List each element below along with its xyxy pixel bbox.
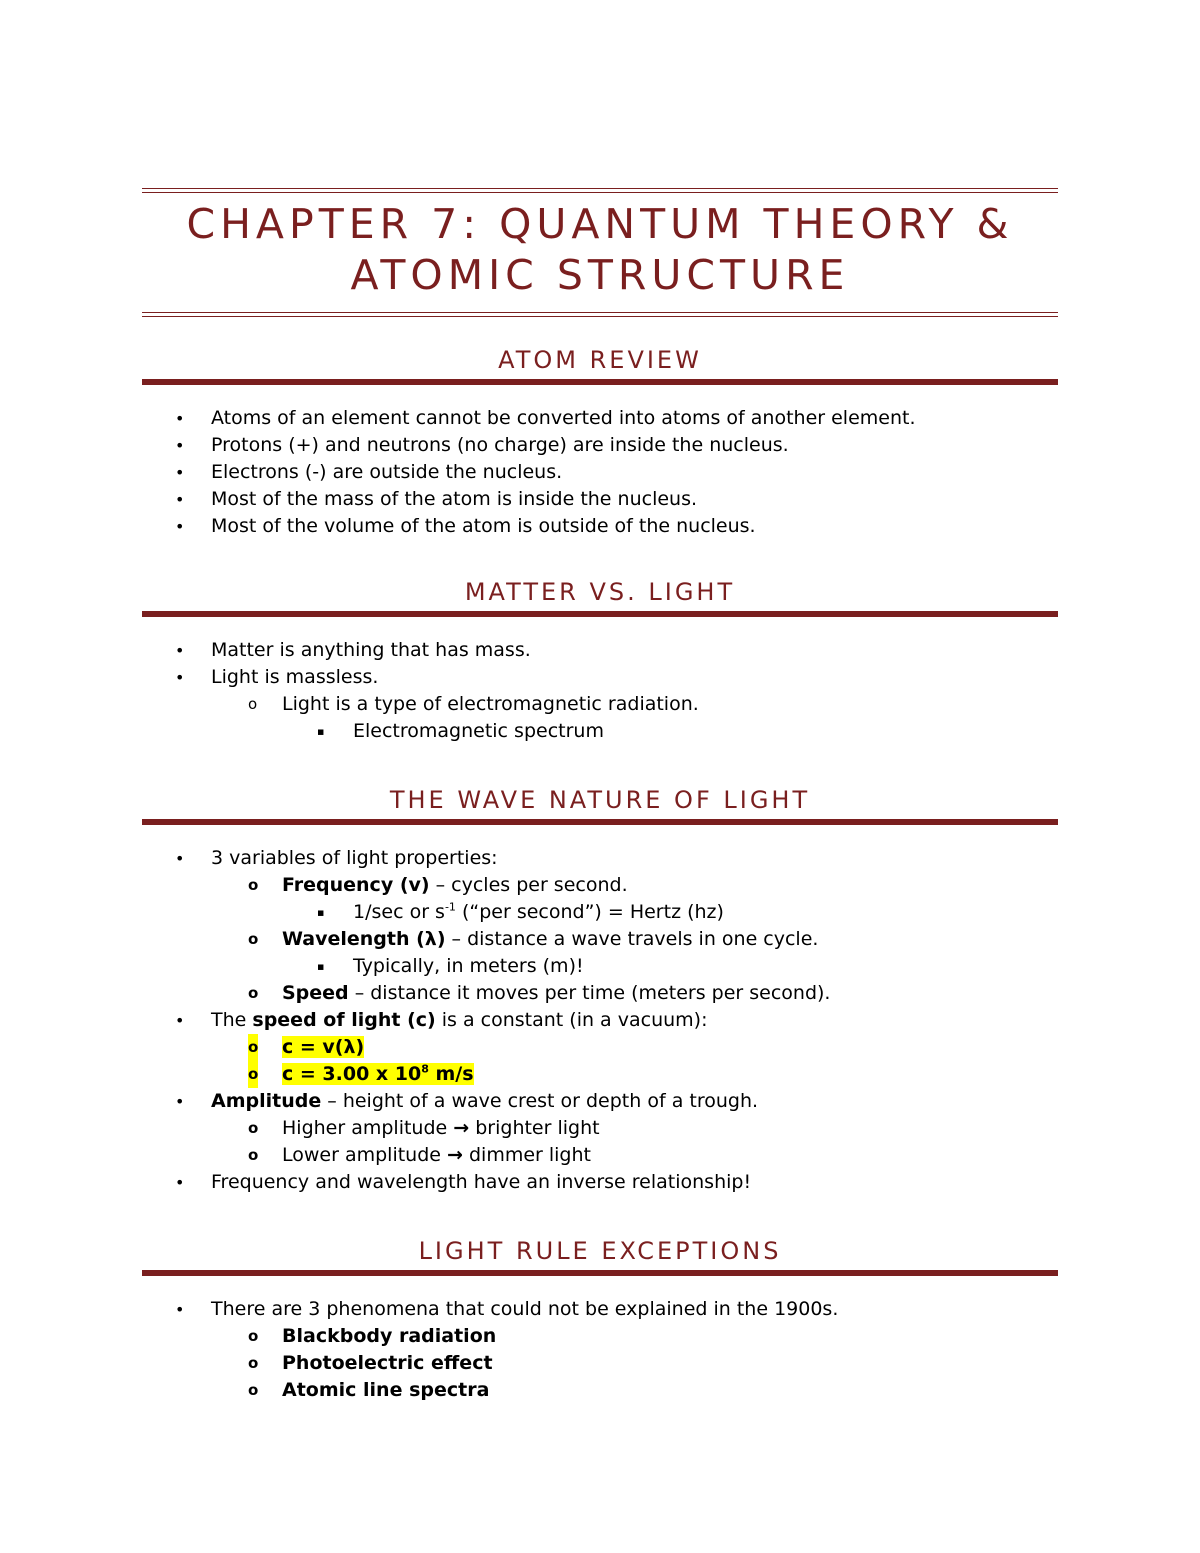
bullet-icon: • xyxy=(175,668,185,687)
list-item: • Protons (+) and neutrons (no charge) are inside the nucleus. xyxy=(142,432,1058,459)
bullet-icon: • xyxy=(175,517,185,536)
chapter-title xyxy=(142,199,1058,301)
bullet-icon: • xyxy=(175,409,185,428)
bullet-icon: • xyxy=(175,436,185,455)
list-item: o Frequency (v) – cycles per second. xyxy=(142,872,1058,899)
atom-review-list xyxy=(142,405,1058,540)
square-bullet-icon: ▪ xyxy=(317,725,325,738)
bullet-icon: • xyxy=(175,1092,185,1111)
equation-highlight: c = 3.00 x $10^8$ m/s xyxy=(282,1062,474,1085)
section-wave-nature xyxy=(142,785,1058,1196)
bullet-icon: • xyxy=(175,849,185,868)
equation-item xyxy=(142,1034,1058,1061)
list-item: o Higher amplitude → brighter light xyxy=(142,1115,1058,1142)
list-item: ▪ 1/sec or $s^{-1}$ (“per second”) = Hertz (hz) xyxy=(142,899,1058,926)
bullet-icon: o xyxy=(248,695,258,713)
list-item: o Wavelength (λ) – distance a wave travels in one cycle. xyxy=(142,926,1058,953)
bullet-icon: o xyxy=(248,1146,259,1164)
section-rule xyxy=(142,379,1058,385)
section-matter-vs-light xyxy=(142,577,1058,745)
list-item: • Amplitude – height of a wave crest or depth of a trough. xyxy=(142,1088,1058,1115)
list-item: o Blackbody radiation xyxy=(142,1323,1058,1350)
section-atom-review xyxy=(142,345,1058,540)
list-item: • Most of the mass of the atom is inside the nucleus. xyxy=(142,486,1058,513)
bullet-icon: o xyxy=(248,984,259,1002)
list-item: o Atomic line spectra xyxy=(142,1377,1058,1404)
list-item: • Light is massless. xyxy=(142,664,1058,691)
section-heading: LIGHT RULE EXCEPTIONS xyxy=(418,1237,782,1265)
bullet-icon: o xyxy=(248,1119,259,1137)
title-bottom-rule xyxy=(142,312,1058,317)
bullet-icon: • xyxy=(175,463,185,482)
square-bullet-icon: ▪ xyxy=(317,960,325,973)
arrow-right-icon: → xyxy=(453,1117,470,1139)
bullet-icon: • xyxy=(175,1173,185,1192)
list-item: • The speed of light (c) is a constant (in a vacuum): xyxy=(142,1007,1058,1034)
list-item: • Atoms of an element cannot be converted into atoms of another element. xyxy=(142,405,1058,432)
section-heading: THE WAVE NATURE OF LIGHT xyxy=(389,786,811,814)
arrow-right-icon: → xyxy=(447,1144,463,1166)
list-item: • 3 variables of light properties: xyxy=(142,845,1058,872)
bullet-icon: • xyxy=(175,1300,185,1319)
chapter-title-line-1: CHAPTER 7: QUANTUM THEORY & xyxy=(186,200,1014,248)
section-light-rule-exceptions xyxy=(142,1236,1058,1404)
section-rule xyxy=(142,819,1058,825)
list-item: ▪ Typically, in meters (m)! xyxy=(142,953,1058,980)
bullet-icon: o xyxy=(248,1034,258,1061)
title-top-rule xyxy=(142,188,1058,193)
list-item: • Most of the volume of the atom is outside of the nucleus. xyxy=(142,513,1058,540)
wave-nature-list xyxy=(142,845,1058,1196)
section-heading: ATOM REVIEW xyxy=(498,346,702,374)
bullet-icon: o xyxy=(248,1061,258,1088)
equation-highlight: c = v(λ) xyxy=(282,1036,365,1058)
list-item: o Lower amplitude → dimmer light xyxy=(142,1142,1058,1169)
list-item: • Frequency and wavelength have an inverse relationship! xyxy=(142,1169,1058,1196)
section-heading: MATTER VS. LIGHT xyxy=(464,578,736,606)
list-item: ▪ Electromagnetic spectrum xyxy=(142,718,1058,745)
list-item: • Matter is anything that has mass. xyxy=(142,637,1058,664)
section-rule xyxy=(142,1270,1058,1276)
bullet-icon: • xyxy=(175,641,185,660)
bullet-icon: o xyxy=(248,1381,259,1399)
chapter-title-line-2: ATOMIC STRUCTURE xyxy=(350,251,850,299)
list-item: o Photoelectric effect xyxy=(142,1350,1058,1377)
list-item: o Speed – distance it moves per time (meters per second). xyxy=(142,980,1058,1007)
matter-light-list xyxy=(142,637,1058,745)
list-item: • Electrons (-) are outside the nucleus. xyxy=(142,459,1058,486)
list-item: o Light is a type of electromagnetic radiation. xyxy=(142,691,1058,718)
equation-item xyxy=(142,1061,1058,1088)
bullet-icon: o xyxy=(248,1354,259,1372)
bullet-icon: • xyxy=(175,1011,185,1030)
bullet-icon: o xyxy=(248,1327,259,1345)
bullet-icon: o xyxy=(248,876,259,894)
list-item: • There are 3 phenomena that could not be explained in the 1900s. xyxy=(142,1296,1058,1323)
square-bullet-icon: ▪ xyxy=(317,906,325,919)
bullet-icon: o xyxy=(248,930,259,948)
exceptions-list xyxy=(142,1296,1058,1404)
chapter-title-block xyxy=(142,188,1058,317)
section-rule xyxy=(142,611,1058,617)
bullet-icon: • xyxy=(175,490,185,509)
